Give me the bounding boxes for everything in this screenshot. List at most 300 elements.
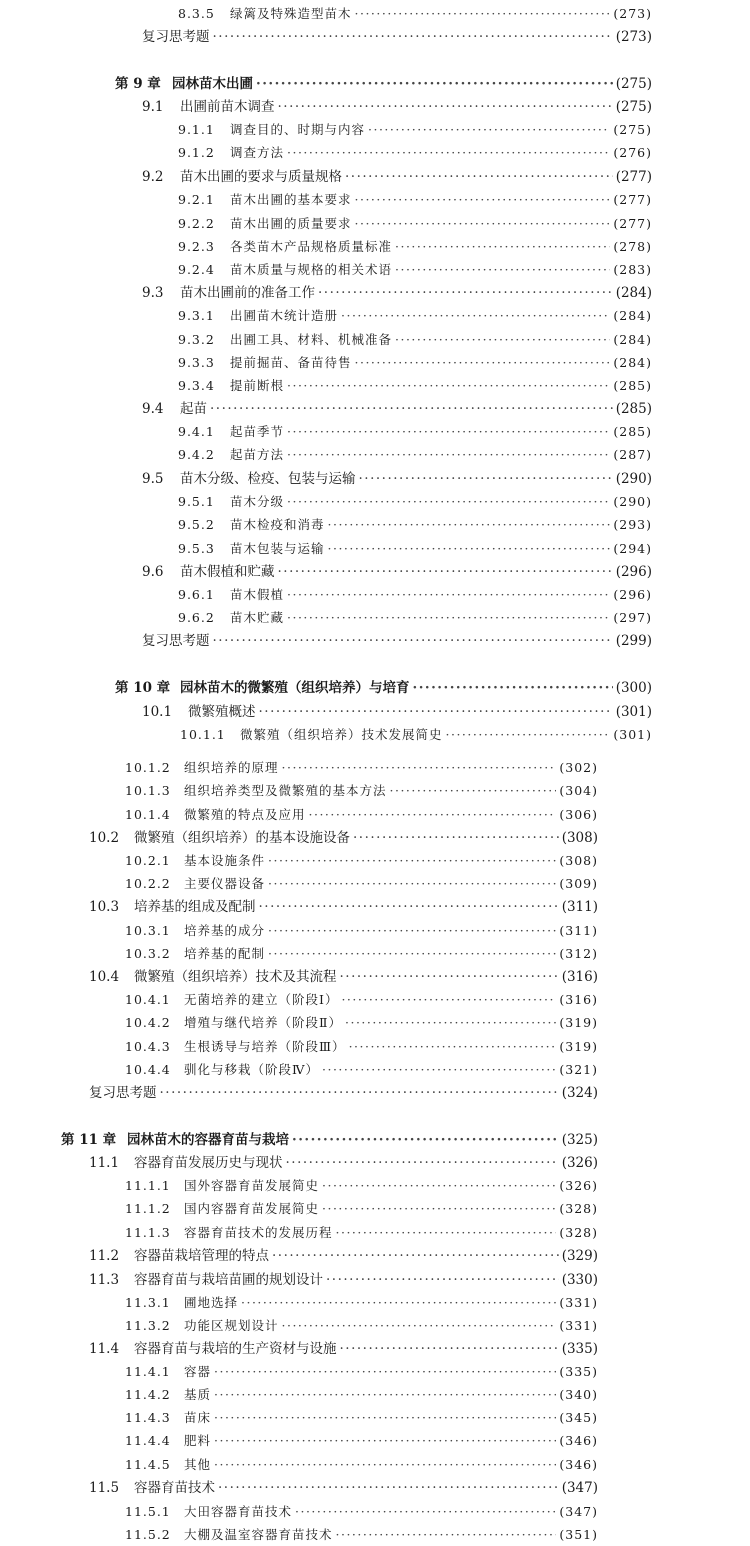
toc-subsection-entry[interactable] [125, 874, 598, 894]
toc-page-number: (300) [615, 680, 652, 696]
dot-leader [309, 805, 557, 825]
dot-leader [282, 1316, 557, 1336]
dot-leader [272, 1246, 559, 1266]
toc-entry-number: 11.3.1 [125, 1295, 171, 1310]
toc-page-number: (316) [561, 969, 598, 985]
toc-section-entry[interactable] [89, 1478, 598, 1498]
toc-section-entry[interactable] [142, 283, 652, 303]
toc-page-number: (284) [613, 308, 652, 323]
toc-page-number: (304) [559, 783, 598, 798]
toc-entry-title: 起苗方法 [230, 447, 285, 462]
dot-leader [359, 469, 613, 489]
toc-entry-title: 容器 [184, 1364, 212, 1379]
toc-subsection-entry[interactable] [178, 214, 652, 234]
toc-entry-number: 11.1.1 [125, 1178, 171, 1193]
toc-subsection-entry[interactable] [125, 1408, 598, 1428]
toc-entry-number: 9.1 [142, 99, 164, 115]
toc-subsection-entry[interactable] [125, 990, 598, 1010]
toc-entry-number: 10.1.1 [180, 727, 226, 742]
toc-entry-number: 11.4.1 [125, 1364, 171, 1379]
dot-leader [353, 828, 559, 848]
toc-subsection-entry[interactable] [125, 1037, 598, 1057]
dot-leader [292, 1130, 559, 1150]
toc-entry-number: 11.1.2 [125, 1201, 171, 1216]
dot-leader [395, 260, 610, 280]
toc-entry-number: 9.4.2 [178, 447, 215, 462]
toc-entry-number: 10.4.4 [125, 1062, 171, 1077]
toc-subsection-entry[interactable] [125, 1013, 598, 1033]
toc-entry-number: 9.3.2 [178, 332, 215, 347]
dot-leader [355, 190, 611, 210]
toc-review-entry[interactable] [142, 27, 652, 47]
toc-subsection-entry[interactable] [178, 120, 652, 140]
toc-subsection-entry[interactable] [125, 758, 598, 778]
toc-entry-number: 10.2 [89, 830, 120, 846]
dot-leader [336, 1525, 557, 1545]
dot-leader [326, 1270, 559, 1290]
toc-entry-number: 11.4.4 [125, 1433, 171, 1448]
toc-page-number: (340) [559, 1387, 598, 1402]
toc-subsection-entry[interactable] [125, 1060, 598, 1080]
toc-entry-title: 起苗季节 [230, 424, 285, 439]
toc-page-number: (351) [559, 1527, 598, 1542]
toc-page-number: (316) [559, 992, 598, 1007]
toc-entry-title: 提前断根 [230, 378, 285, 393]
toc-page-number: (285) [613, 424, 652, 439]
toc-subsection-entry[interactable] [178, 4, 652, 24]
toc-entry-title: 微繁殖的特点及应用 [184, 807, 306, 822]
toc-subsection-entry[interactable] [178, 353, 652, 373]
dot-leader [287, 143, 610, 163]
toc-entry-title: 国外容器育苗发展简史 [184, 1178, 320, 1193]
toc-page-number: (275) [615, 76, 652, 92]
toc-entry-title: 基本设施条件 [184, 853, 266, 868]
toc-entry-number: 9.2.2 [178, 216, 215, 231]
dot-leader [322, 1176, 556, 1196]
toc-subsection-entry[interactable] [180, 725, 652, 745]
toc-page-number: (308) [559, 853, 598, 868]
toc-entry-title: 起苗 [180, 401, 207, 417]
dot-leader [341, 306, 610, 326]
dot-leader [336, 1223, 557, 1243]
toc-page-number: (321) [559, 1062, 598, 1077]
toc-entry-title: 苗木包装与运输 [230, 541, 325, 556]
toc-entry-title: 其他 [184, 1457, 212, 1472]
toc-page-number: (319) [559, 1015, 598, 1030]
toc-entry-number: 第 10 章 [115, 680, 171, 696]
toc-entry-title: 出圃苗木统计造册 [230, 308, 339, 323]
toc-entry-number: 11.3 [89, 1272, 120, 1288]
toc-subsection-entry[interactable] [125, 805, 598, 825]
toc-page-number: (290) [613, 494, 652, 509]
toc-entry-title: 容器育苗技术 [134, 1480, 215, 1496]
toc-entry-title: 容器苗栽培管理的特点 [134, 1248, 269, 1264]
toc-subsection-entry[interactable] [178, 445, 652, 465]
dot-leader [355, 214, 611, 234]
toc-entry-title: 复习思考题 [142, 29, 210, 45]
dot-leader [213, 631, 613, 651]
toc-entry-title: 微繁殖（组织培养）技术发展简史 [240, 727, 443, 742]
toc-entry-number: 8.3.5 [178, 6, 215, 21]
toc-review-entry[interactable] [142, 631, 652, 651]
toc-page-number: (294) [613, 541, 652, 556]
toc-page-number: (324) [561, 1085, 598, 1101]
toc-page-number: (331) [559, 1318, 598, 1333]
toc-section-entry[interactable] [142, 469, 652, 489]
toc-subsection-entry[interactable] [178, 539, 652, 559]
toc-entry-title: 苗木分级 [230, 494, 285, 509]
toc-section-entry[interactable] [142, 97, 652, 117]
toc-entry-number: 11.5.1 [125, 1504, 171, 1519]
toc-entry-number: 9.2.4 [178, 262, 215, 277]
toc-subsection-entry[interactable] [125, 781, 598, 801]
toc-entry-number: 9.4.1 [178, 424, 215, 439]
toc-page-number: (328) [559, 1225, 598, 1240]
toc-subsection-entry[interactable] [125, 1431, 598, 1451]
toc-entry-title: 大田容器育苗技术 [184, 1504, 293, 1519]
toc-entry-number: 9.5 [142, 471, 164, 487]
toc-entry-title: 苗木假植 [230, 587, 285, 602]
toc-entry-number: 9.6.2 [178, 610, 215, 625]
toc-page-number: (346) [559, 1457, 598, 1472]
toc-entry-number: 9.5.1 [178, 494, 215, 509]
toc-section-entry[interactable] [89, 1339, 598, 1359]
toc-subsection-entry[interactable] [125, 1316, 598, 1336]
toc-entry-number: 10.4 [89, 969, 120, 985]
toc-entry-number: 10.4.1 [125, 992, 171, 1007]
toc-entry-title: 基质 [184, 1387, 212, 1402]
toc-page-number: (284) [613, 355, 652, 370]
dot-leader [341, 990, 556, 1010]
dot-leader [390, 781, 557, 801]
toc-subsection-entry[interactable] [125, 1199, 598, 1219]
dot-leader [395, 330, 610, 350]
toc-entry-number: 10.1.2 [125, 760, 171, 775]
toc-entry-number: 10.3 [89, 899, 120, 915]
dot-leader [282, 758, 557, 778]
toc-page-number: (331) [559, 1295, 598, 1310]
toc-entry-number: 9.5.2 [178, 517, 215, 532]
toc-subsection-entry[interactable] [178, 585, 652, 605]
dot-leader [322, 1060, 556, 1080]
toc-section-entry[interactable] [89, 897, 598, 917]
toc-page-number: (301) [613, 727, 652, 742]
dot-leader [214, 1431, 556, 1451]
toc-page-number: (297) [613, 610, 652, 625]
toc-entry-number: 9.1.2 [178, 145, 215, 160]
dot-leader [210, 399, 613, 419]
toc-subsection-entry[interactable] [178, 237, 652, 257]
toc-page-number: (275) [613, 122, 652, 137]
toc-entry-number: 9.3.3 [178, 355, 215, 370]
toc-entry-title: 复习思考题 [89, 1085, 157, 1101]
toc-entry-number: 10.4.2 [125, 1015, 171, 1030]
toc-entry-title: 苗木假植和贮藏 [180, 564, 275, 580]
toc-entry-number: 10.2.2 [125, 876, 171, 891]
toc-subsection-entry[interactable] [125, 921, 598, 941]
toc-page-number: (345) [559, 1410, 598, 1425]
toc-page-number: (284) [615, 285, 652, 301]
toc-subsection-entry[interactable] [125, 1223, 598, 1243]
toc-page-number: (275) [615, 99, 652, 115]
toc-entry-title: 功能区规划设计 [184, 1318, 279, 1333]
toc-page-number: (287) [613, 447, 652, 462]
toc-entry-title: 各类苗木产品规格质量标准 [230, 239, 393, 254]
dot-leader [328, 515, 611, 535]
toc-entry-number: 9.6.1 [178, 587, 215, 602]
dot-leader [241, 1293, 556, 1313]
toc-entry-title: 容器育苗与栽培苗圃的规划设计 [134, 1272, 323, 1288]
toc-entry-number: 9.3.1 [178, 308, 215, 323]
toc-entry-title: 出圃工具、材料、机械准备 [230, 332, 393, 347]
toc-page-number: (309) [559, 876, 598, 891]
toc-subsection-entry[interactable] [125, 1362, 598, 1382]
toc-entry-title: 大棚及温室容器育苗技术 [184, 1527, 333, 1542]
dot-leader [287, 608, 610, 628]
toc-entry-title: 微繁殖（组织培养）技术及其流程 [134, 969, 337, 985]
dot-leader [446, 725, 611, 745]
toc-page-number: (283) [613, 262, 652, 277]
toc-page-number: (328) [559, 1201, 598, 1216]
toc-entry-number: 11.4.3 [125, 1410, 171, 1425]
toc-entry-number: 9.1.1 [178, 122, 215, 137]
toc-entry-number: 11.1 [89, 1155, 120, 1171]
toc-entry-number: 10.3.1 [125, 923, 171, 938]
toc-subsection-entry[interactable] [178, 143, 652, 163]
toc-entry-title: 园林苗木的容器育苗与栽培 [127, 1132, 289, 1148]
toc-entry-number: 10.2.1 [125, 853, 171, 868]
toc-entry-number: 9.2.1 [178, 192, 215, 207]
dot-leader [213, 27, 613, 47]
toc-entry-title: 主要仪器设备 [184, 876, 266, 891]
toc-entry-number: 9.2 [142, 169, 164, 185]
toc-page-number: (296) [615, 564, 652, 580]
toc-page-number: (278) [613, 239, 652, 254]
toc-entry-number: 11.4.2 [125, 1387, 171, 1402]
toc-entry-title: 无菌培养的建立（阶段Ⅰ） [184, 992, 339, 1007]
toc-chapter-entry[interactable] [115, 74, 652, 94]
toc-entry-number: 10.3.2 [125, 946, 171, 961]
toc-page-number: (326) [559, 1178, 598, 1193]
toc-page-number: (325) [561, 1132, 598, 1148]
toc-page-number: (347) [561, 1480, 598, 1496]
dot-leader [287, 445, 610, 465]
dot-leader [259, 897, 559, 917]
dot-leader [328, 539, 611, 559]
toc-section-entry[interactable] [89, 967, 598, 987]
dot-leader [214, 1385, 556, 1405]
toc-page-number: (308) [561, 830, 598, 846]
toc-entry-title: 园林苗木出圃 [172, 76, 253, 92]
dot-leader [214, 1362, 556, 1382]
toc-page-number: (347) [559, 1504, 598, 1519]
toc-entry-title: 组织培养的原理 [184, 760, 279, 775]
toc-page-number: (285) [613, 378, 652, 393]
toc-section-entry[interactable] [89, 1153, 598, 1173]
toc-section-entry[interactable] [142, 562, 652, 582]
toc-entry-number: 11.2 [89, 1248, 120, 1264]
toc-entry-number: 11.5.2 [125, 1527, 171, 1542]
toc-entry-title: 园林苗木的微繁殖（组织培养）与培育 [180, 680, 410, 696]
toc-section-entry[interactable] [142, 167, 652, 187]
toc-entry-number: 11.4.5 [125, 1457, 171, 1472]
toc-page-number: (285) [615, 401, 652, 417]
toc-page-number: (311) [561, 899, 598, 915]
toc-subsection-entry[interactable] [178, 608, 652, 628]
toc-chapter-entry[interactable] [115, 678, 652, 698]
toc-entry-title: 苗木出圃的质量要求 [230, 216, 352, 231]
toc-entry-number: 11.1.3 [125, 1225, 171, 1240]
toc-page-number: (293) [613, 517, 652, 532]
toc-entry-title: 培养基的组成及配制 [134, 899, 256, 915]
toc-section-entry[interactable] [142, 702, 652, 722]
dot-leader [278, 562, 613, 582]
toc-page-number: (330) [561, 1272, 598, 1288]
toc-entry-title: 增殖与继代培养（阶段Ⅱ） [184, 1015, 342, 1030]
toc-section-entry[interactable] [142, 399, 652, 419]
toc-page-number: (277) [615, 169, 652, 185]
dot-leader [413, 678, 613, 698]
toc-page-number: (311) [559, 923, 598, 938]
toc-subsection-entry[interactable] [178, 330, 652, 350]
toc-page-number: (319) [559, 1039, 598, 1054]
toc-entry-number: 10.1.3 [125, 783, 171, 798]
dot-leader [268, 921, 556, 941]
toc-subsection-entry[interactable] [125, 944, 598, 964]
dot-leader [287, 422, 610, 442]
dot-leader [268, 851, 556, 871]
toc-page-number: (335) [559, 1364, 598, 1379]
toc-entry-title: 苗木质量与规格的相关术语 [230, 262, 393, 277]
toc-page-number: (302) [559, 760, 598, 775]
toc-subsection-entry[interactable] [125, 1455, 598, 1475]
toc-entry-title: 苗木出圃的要求与质量规格 [180, 169, 342, 185]
toc-chapter-entry[interactable] [61, 1130, 598, 1150]
toc-entry-title: 提前掘苗、备苗待售 [230, 355, 352, 370]
dot-leader [322, 1199, 556, 1219]
toc-entry-title: 生根诱导与培养（阶段Ⅲ） [184, 1039, 346, 1054]
toc-entry-number: 9.6 [142, 564, 164, 580]
toc-subsection-entry[interactable] [178, 306, 652, 326]
toc-review-entry[interactable] [89, 1083, 598, 1103]
dot-leader [355, 353, 611, 373]
dot-leader [345, 1013, 556, 1033]
toc-entry-title: 出圃前苗木调查 [180, 99, 275, 115]
dot-leader [268, 874, 556, 894]
toc-subsection-entry[interactable] [178, 190, 652, 210]
toc-subsection-entry[interactable] [125, 851, 598, 871]
toc-entry-number: 10.1 [142, 704, 173, 720]
toc-entry-title: 组织培养类型及微繁殖的基本方法 [184, 783, 387, 798]
toc-entry-title: 调查方法 [230, 145, 285, 160]
toc-entry-number: 第 11 章 [61, 1132, 117, 1148]
dot-leader [395, 237, 610, 257]
toc-subsection-entry[interactable] [178, 260, 652, 280]
toc-entry-title: 圃地选择 [184, 1295, 239, 1310]
toc-entry-title: 调查目的、时期与内容 [230, 122, 366, 137]
toc-entry-title: 肥料 [184, 1433, 212, 1448]
toc-page-number: (346) [559, 1433, 598, 1448]
dot-leader [355, 4, 611, 24]
dot-leader [160, 1083, 559, 1103]
dot-leader [268, 944, 556, 964]
toc-entry-title: 绿篱及特殊造型苗木 [230, 6, 352, 21]
dot-leader [340, 967, 559, 987]
dot-leader [349, 1037, 557, 1057]
dot-leader [218, 1478, 559, 1498]
dot-leader [345, 167, 613, 187]
toc-page-number: (273) [613, 6, 652, 21]
toc-page-number: (276) [613, 145, 652, 160]
toc-entry-title: 苗木分级、检疫、包装与运输 [180, 471, 356, 487]
toc-entry-title: 驯化与移栽（阶段Ⅳ） [184, 1062, 319, 1077]
dot-leader [286, 1153, 559, 1173]
toc-entry-title: 苗木出圃前的准备工作 [180, 285, 315, 301]
dot-leader [214, 1455, 556, 1475]
toc-subsection-entry[interactable] [125, 1176, 598, 1196]
toc-page-number: (301) [615, 704, 652, 720]
toc-page-number: (312) [559, 946, 598, 961]
toc-page-number: (277) [613, 216, 652, 231]
toc-section-entry[interactable] [89, 828, 598, 848]
toc-subsection-entry[interactable] [125, 1385, 598, 1405]
toc-entry-title: 容器育苗与栽培的生产资材与设施 [134, 1341, 337, 1357]
dot-leader [214, 1408, 556, 1428]
toc-section-entry[interactable] [89, 1270, 598, 1290]
toc-entry-title: 苗木检疫和消毒 [230, 517, 325, 532]
toc-entry-number: 9.2.3 [178, 239, 215, 254]
toc-subsection-entry[interactable] [125, 1525, 598, 1545]
toc-subsection-entry[interactable] [178, 492, 652, 512]
toc-entry-title: 培养基的成分 [184, 923, 266, 938]
toc-section-entry[interactable] [89, 1246, 598, 1266]
dot-leader [295, 1502, 556, 1522]
dot-leader [287, 585, 610, 605]
toc-page-number: (284) [613, 332, 652, 347]
dot-leader [368, 120, 610, 140]
toc-entry-title: 容器育苗技术的发展历程 [184, 1225, 333, 1240]
toc-page-number: (296) [613, 587, 652, 602]
dot-leader [259, 702, 613, 722]
toc-entry-title: 容器育苗发展历史与现状 [134, 1155, 283, 1171]
toc-entry-number: 9.3.4 [178, 378, 215, 393]
toc-page-number: (326) [561, 1155, 598, 1171]
toc-entry-number: 10.4.3 [125, 1039, 171, 1054]
toc-subsection-entry[interactable] [178, 376, 652, 396]
dot-leader [287, 376, 610, 396]
toc-subsection-entry[interactable] [178, 515, 652, 535]
toc-entry-number: 9.4 [142, 401, 164, 417]
toc-entry-number: 11.3.2 [125, 1318, 171, 1333]
toc-subsection-entry[interactable] [178, 422, 652, 442]
toc-subsection-entry[interactable] [125, 1502, 598, 1522]
toc-entry-number: 11.4 [89, 1341, 120, 1357]
toc-page-number: (335) [561, 1341, 598, 1357]
toc-entry-number: 9.3 [142, 285, 164, 301]
toc-page-number: (290) [615, 471, 652, 487]
toc-page-number: (306) [559, 807, 598, 822]
toc-page-number: (277) [613, 192, 652, 207]
toc-page-number: (273) [615, 29, 652, 45]
toc-entry-title: 微繁殖概述 [188, 704, 256, 720]
toc-entry-title: 培养基的配制 [184, 946, 266, 961]
toc-page-number: (329) [561, 1248, 598, 1264]
toc-subsection-entry[interactable] [125, 1293, 598, 1313]
dot-leader [340, 1339, 559, 1359]
dot-leader [287, 492, 610, 512]
toc-entry-title: 苗木出圃的基本要求 [230, 192, 352, 207]
toc-entry-number: 11.5 [89, 1480, 120, 1496]
